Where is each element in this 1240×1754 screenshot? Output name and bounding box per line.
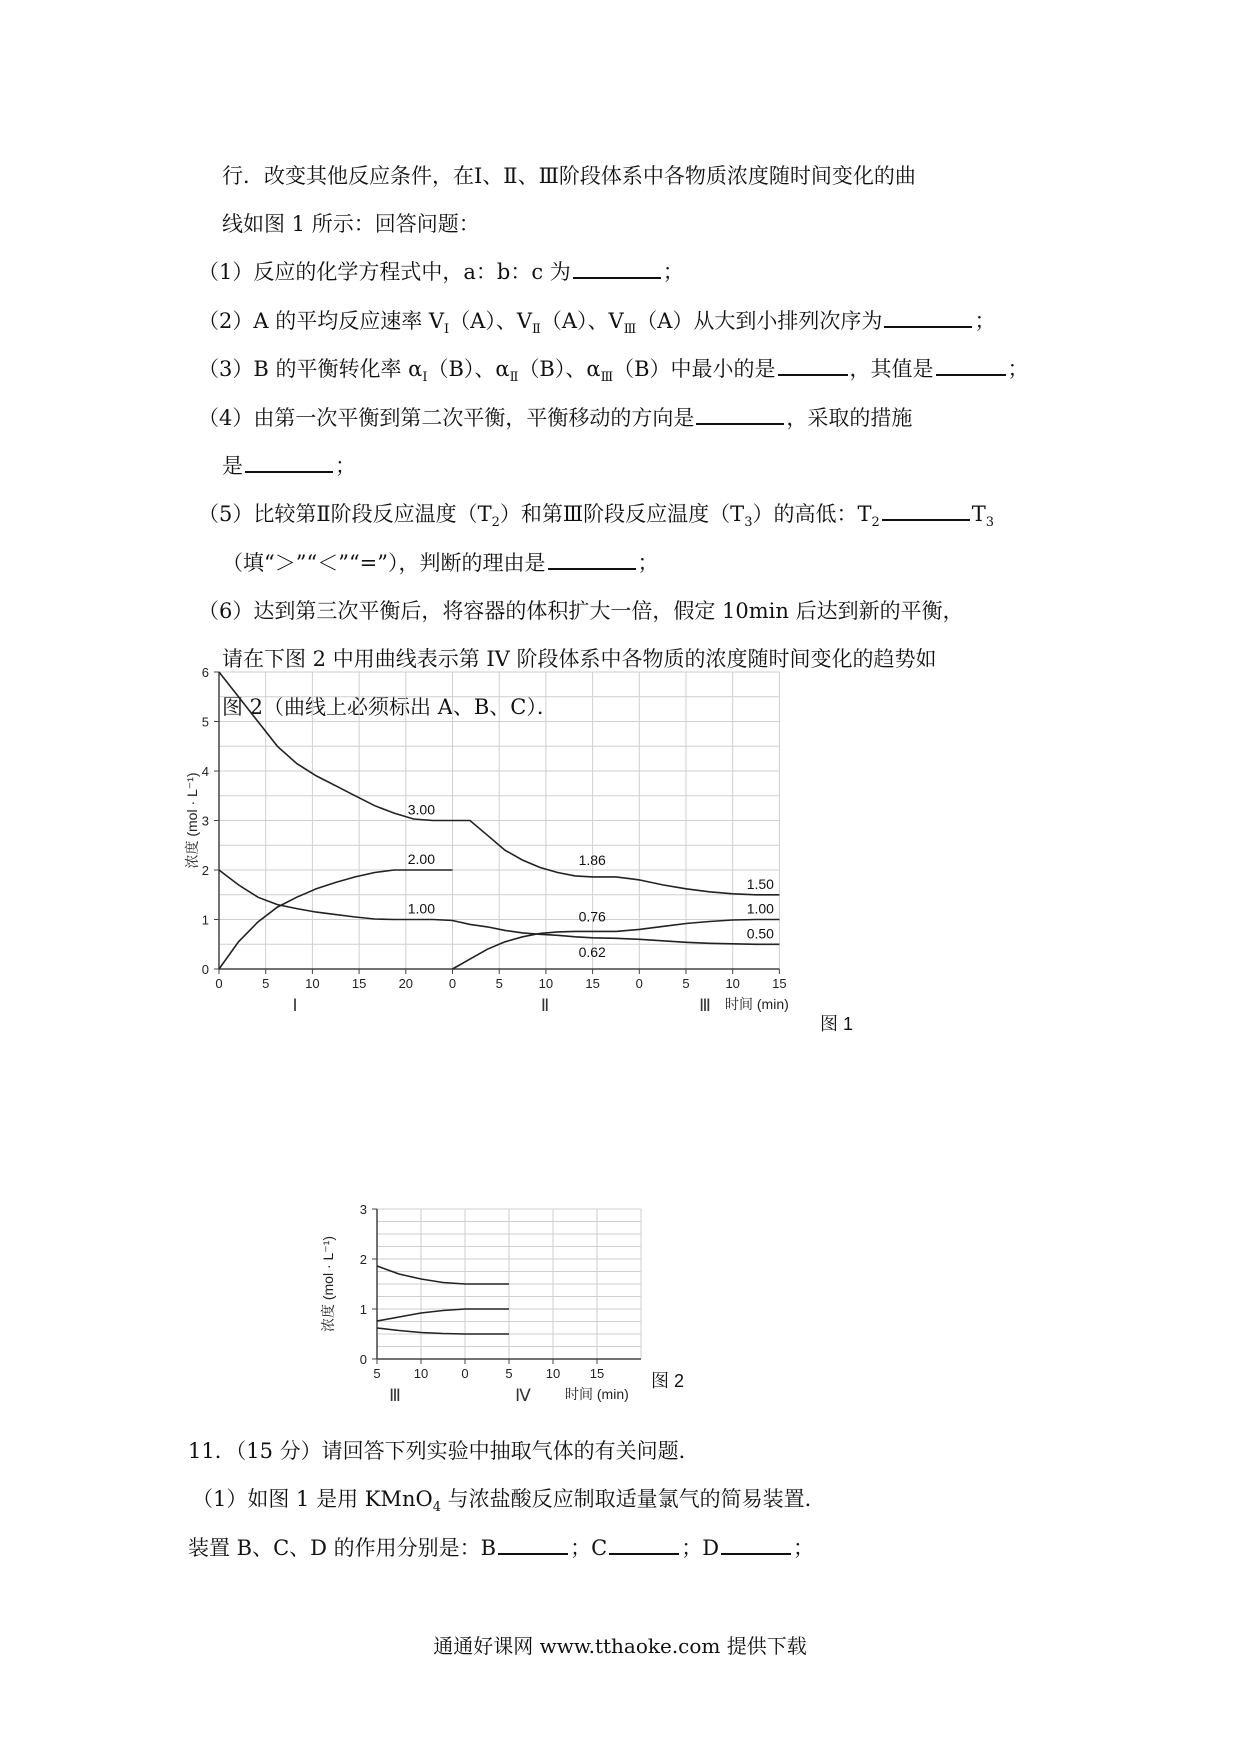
x-tick-label: 5 [373,1366,381,1381]
y-tick-label: 3 [201,813,209,829]
data-label: 1.00 [407,900,435,917]
stage-label: Ⅳ [515,1386,531,1405]
answer-blank[interactable] [936,354,1006,376]
x-tick-label: 20 [398,976,414,991]
data-label: 1.86 [578,852,606,869]
y-tick-label: 0 [359,1352,367,1367]
figure-2-svg [320,1182,825,1412]
question-4-cont: 是 ； [222,451,356,481]
data-label: 1.50 [746,875,774,892]
y-tick-label: 0 [201,962,209,977]
x-tick-label: 5 [505,1366,513,1381]
data-label: 0.62 [578,944,606,961]
series-line [377,1328,509,1334]
data-label: 2.00 [407,851,435,868]
answer-blank[interactable] [498,1533,568,1555]
data-label: 1.00 [746,900,774,917]
question-4: （4）由第一次平衡到第二次平衡，平衡移动的方向是 ，采取的措施 [198,403,912,433]
x-tick-label: 15 [585,976,600,991]
figure-label: 图 2 [651,1371,685,1391]
y-tick-label: 1 [201,912,209,928]
series-line [377,1266,509,1284]
y-tick-label: 3 [359,1202,367,1217]
y-tick-label: 4 [201,764,209,779]
question-1: （1）反应的化学方程式中，a：b：c 为 ； [198,257,684,287]
question-11: 11．（15 分）请回答下列实验中抽取气体的有关问题． [188,1439,700,1463]
question-5-cont: （填“＞”“＜”“=”），判断的理由是 ； [222,548,659,578]
x-tick-label: 0 [215,976,223,991]
y-axis-label: 浓度 (mol · L⁻¹) [184,772,200,869]
answer-blank[interactable] [548,548,636,570]
figure-2-chart [320,1182,825,1412]
x-tick-label: 5 [682,976,690,991]
answer-blank[interactable] [721,1533,791,1555]
y-tick-label: 2 [359,1252,367,1267]
question-2: （2）A 的平均反应速率 $V_Ⅰ(A)$、$V_Ⅱ(A)$、$V_Ⅲ(A)$从大到小排列次序为 ； [198,306,995,345]
answer-blank[interactable] [884,306,972,328]
x-tick-label: 0 [461,1366,469,1381]
figure-label: 图 1 [820,1014,854,1034]
x-tick-label: 10 [413,1366,429,1381]
x-tick-label: 10 [538,976,554,991]
x-tick-label: 10 [305,976,320,991]
stage-label: Ⅰ [292,996,298,1015]
series-line [377,1309,509,1321]
x-tick-label: 0 [448,976,457,991]
x-tick-label: 15 [589,1366,605,1381]
y-tick-label: 2 [201,863,209,878]
question-6: （6）达到第三次平衡后，将容器的体积扩大一倍，假定 10min 后达到新的平衡， [198,599,964,623]
question-11-part-1: （1）如图 1 是用 KMnO$_4$ 与浓盐酸反应制取适量氯气的简易装置． [192,1487,826,1516]
intro-line-1: 行．改变其他反应条件，在Ⅰ、Ⅱ、Ⅲ阶段体系中各物质浓度随时间变化的曲 [222,164,916,188]
answer-blank[interactable] [245,451,333,473]
y-tick-label: 6 [201,665,209,680]
x-tick-label: 10 [545,1366,561,1381]
answer-blank[interactable] [696,403,784,425]
y-tick-label: 5 [201,714,209,730]
answer-blank[interactable] [573,257,661,279]
x-tick-label: 5 [262,976,270,991]
x-tick-label: 15 [772,976,787,991]
page-footer: 通通好课网 www.tthaoke.com 提供下载 [433,1634,807,1658]
x-axis-label: 时间 (min) [725,996,789,1012]
answer-blank[interactable] [778,354,848,376]
question-6-cont-1: 请在下图 2 中用曲线表示第 IV 阶段体系中各物质的浓度随时间变化的趋势如 [222,647,937,671]
answer-blank[interactable] [882,499,970,521]
data-label: 0.76 [578,908,606,925]
stage-label: Ⅱ [540,996,550,1015]
stage-label: Ⅲ [699,996,711,1015]
data-label: 3.00 [407,801,435,818]
x-tick-label: 15 [351,976,367,991]
answer-blank[interactable] [609,1533,679,1555]
data-label: 0.50 [746,925,774,942]
question-6-cont-2: 图 2（曲线上必须标出 A、B、C）． [222,695,558,719]
question-5: （5）比较第Ⅱ阶段反应温度$(T_2)$和第Ⅲ阶段反应温度$(T_3)$的高低：$T_2$ $T_3$ [198,499,994,538]
question-3: （3）B 的平衡转化率 $\alpha_Ⅰ(B)$、$\alpha_Ⅱ(B)$、$\alpha_Ⅲ(B)$中最小的是 ，其值是 ； [198,354,1029,393]
x-tick-label: 5 [495,976,503,991]
intro-line-2: 线如图 1 所示：回答问题： [222,212,480,236]
x-axis-label: 时间 (min) [565,1386,629,1402]
x-tick-label: 10 [725,976,740,991]
question-11-part-1-cont: 装置 B、C、D 的作用分别是：B ；C ；D ； [188,1533,814,1563]
y-tick-label: 1 [359,1302,367,1317]
y-axis-label: 浓度 (mol · L⁻¹) [320,1235,336,1333]
stage-label: Ⅲ [389,1386,401,1405]
x-tick-label: 0 [635,976,643,991]
